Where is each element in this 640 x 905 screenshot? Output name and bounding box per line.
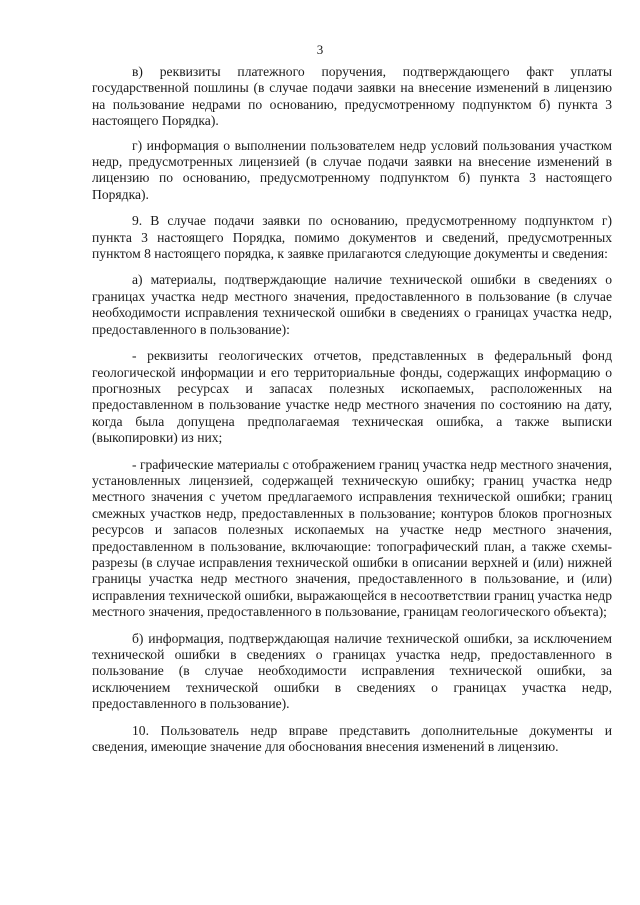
paragraph-9a-item-2: - графические материалы с отображением границ участка недр местного значения, установленных лицензией, содержащей техническую ошибку; границ участка недр местного значения с учетом предлагаемого исправления технической ошибки; границ смежных участков недр, предоставленных в пользование; контуров блоков прогнозных ресурсов и запасов полезных ископаемых на участке недр местного значения, предоставленном в пользование, включающие: топографический план, а также схемы-разрезы (в случае исправления технической ошибки в описании верхней и (или) нижней границы участка недр местного значения, предоставленного в пользование, и (или) исправления технической ошибки, выражающейся в несоответствии границ участка недр местного значения, предоставленного в пользование, границам геологического объекта); xyxy=(92,456,612,620)
paragraph-9a: а) материалы, подтверждающие наличие технической ошибки в сведениях о границах участка недр местного значения, предоставленного в пользование (в случае необходимости исправления технической ошибки в сведениях о границах участка недр, предоставленного в пользование): xyxy=(92,272,612,337)
paragraph-9: 9. В случае подачи заявки по основанию, предусмотренному подпунктом г) пункта 3 настоящего Порядка, помимо документов и сведений, предусмотренных пунктом 8 настоящего порядка, к заявке прилагаются следующие документы и сведения: xyxy=(92,213,612,262)
paragraph-9a-item-1: - реквизиты геологических отчетов, представленных в федеральный фонд геологической информации и его территориальные фонды, содержащих информацию о прогнозных ресурсах и запасах полезных ископаемых, расположенных на предоставленном в пользование участке недр местного значения по состоянию на дату, когда была допущена предполагаемая техническая ошибка, а также выписки (выкопировки) из них; xyxy=(92,348,612,446)
paragraph-9b: б) информация, подтверждающая наличие технической ошибки, за исключением технической ошибки в сведениях о границах участка недр, предоставленного в пользование (в случае необходимости исправления технической ошибки, за исключением технической ошибки в сведениях о границах участка недр, предоставленного в пользование). xyxy=(92,630,612,712)
paragraph-8g: г) информация о выполнении пользователем недр условий пользования участком недр, предусмотренных лицензией (в случае подачи заявки на внесение изменений в лицензию по основанию, предусмотренному подпунктом б) пункта 3 настоящего Порядка). xyxy=(92,137,612,202)
page-number: 3 xyxy=(316,42,324,57)
paragraph-10: 10. Пользователь недр вправе представить дополнительные документы и сведения, имеющие значение для обоснования внесения изменений в лицензию. xyxy=(92,722,612,755)
document-body xyxy=(92,64,612,763)
paragraph-8v: в) реквизиты платежного поручения, подтверждающего факт уплаты государственной пошлины (в случае подачи заявки на внесение изменений в лицензию на пользование недрами по основанию, предусмотренному подпунктом б) пункта 3 настоящего Порядка). xyxy=(92,64,612,129)
